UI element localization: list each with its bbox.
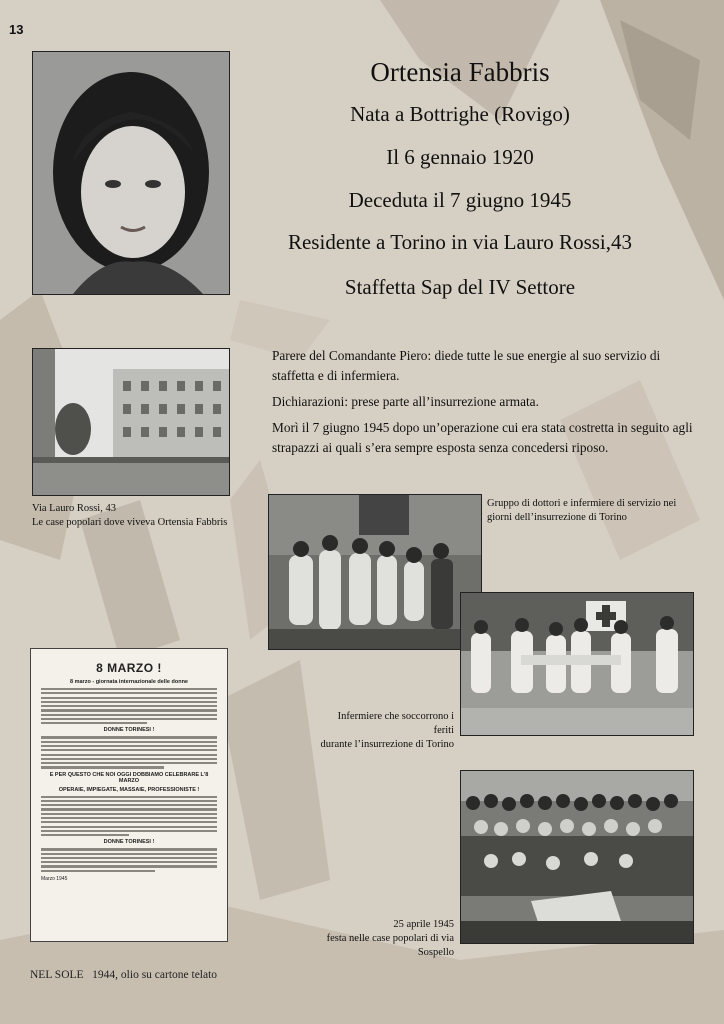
street-photo: [32, 348, 230, 496]
birthplace: Nata a Bottrighe (Rovigo): [350, 102, 570, 126]
nurses-caption-line2: durante l’insurrezione di Torino: [320, 739, 454, 750]
leaflet-heading: 8 MARZO !: [96, 661, 162, 675]
leaflet-section-4: DONNE TORINESI !: [103, 839, 155, 846]
party-caption-line1: 25 aprile 1945: [393, 919, 454, 930]
death-date: Deceduta il 7 giugno 1945: [348, 188, 572, 212]
doctors-photo: [268, 494, 482, 650]
page-number: 13: [9, 22, 24, 37]
doctors-caption-line1: Gruppo di dottori e infermiere di servizio nei: [487, 498, 677, 509]
leaflet-text-block-2: [41, 736, 217, 768]
commander-opinion: Parere del Comandante Piero: diede tutte le sue energie al suo servizio di staffetta e di infermiera.: [272, 348, 661, 383]
birthdate: Il 6 gennaio 1920: [386, 145, 534, 169]
street-caption: [32, 502, 227, 530]
party-photo: [460, 770, 694, 944]
street-caption-line1: Via Lauro Rossi, 43: [32, 503, 116, 514]
eight-march-leaflet: [30, 648, 228, 942]
nurses-photo: [460, 592, 694, 736]
leaflet-section-3: OPERAIE, IMPIEGATE, MASSAIE, PROFESSIONISTE !: [58, 786, 200, 793]
body-text: [272, 346, 702, 464]
declarations: Dichiarazioni: prese parte all’insurrezione armata.: [272, 394, 539, 409]
leaflet-subheading: 8 marzo - giornata internazionale delle donne: [70, 679, 188, 685]
nurses-caption-line1: Infermiere che soccorrono i feriti: [337, 711, 454, 736]
doctors-caption-line2: giorni dell’insurrezione di Torino: [487, 512, 627, 523]
leaflet-section-2: E PER QUESTO CHE NOI OGGI DOBBIAMO CELEBRARE L'8 MARZO: [49, 771, 209, 784]
doctors-caption: [487, 497, 676, 525]
death-account: Morì il 7 giugno 1945 dopo un’operazione cui era stata costretta in seguito agli strapazzi ai quali s’era sempre esposta senza concedersi riposo.: [272, 420, 693, 455]
person-name: Ortensia Fabbris: [370, 57, 550, 87]
party-caption: [296, 918, 454, 960]
party-caption-line2: festa nelle case popolari di via Sospello: [326, 933, 454, 958]
nurses-caption: [318, 710, 454, 752]
leaflet-text-block-3: [41, 796, 217, 837]
residence: Residente a Torino in via Lauro Rossi,43: [287, 230, 632, 254]
leaflet-text-block-4: [41, 848, 217, 872]
street-caption-line2: Le case popolari dove viveva Ortensia Fabbris: [32, 517, 228, 528]
leaflet-date: Marzo 1945: [41, 875, 68, 882]
leaflet-section-1: DONNE TORINESI !: [103, 727, 155, 734]
leaflet-text-block-1: [41, 688, 217, 724]
role: Staffetta Sap del IV Settore: [344, 275, 576, 299]
portrait-photo: [32, 51, 230, 295]
painting-credit: NEL SOLE 1944, olio su cartone telato: [30, 969, 218, 981]
title-block: [240, 56, 680, 299]
